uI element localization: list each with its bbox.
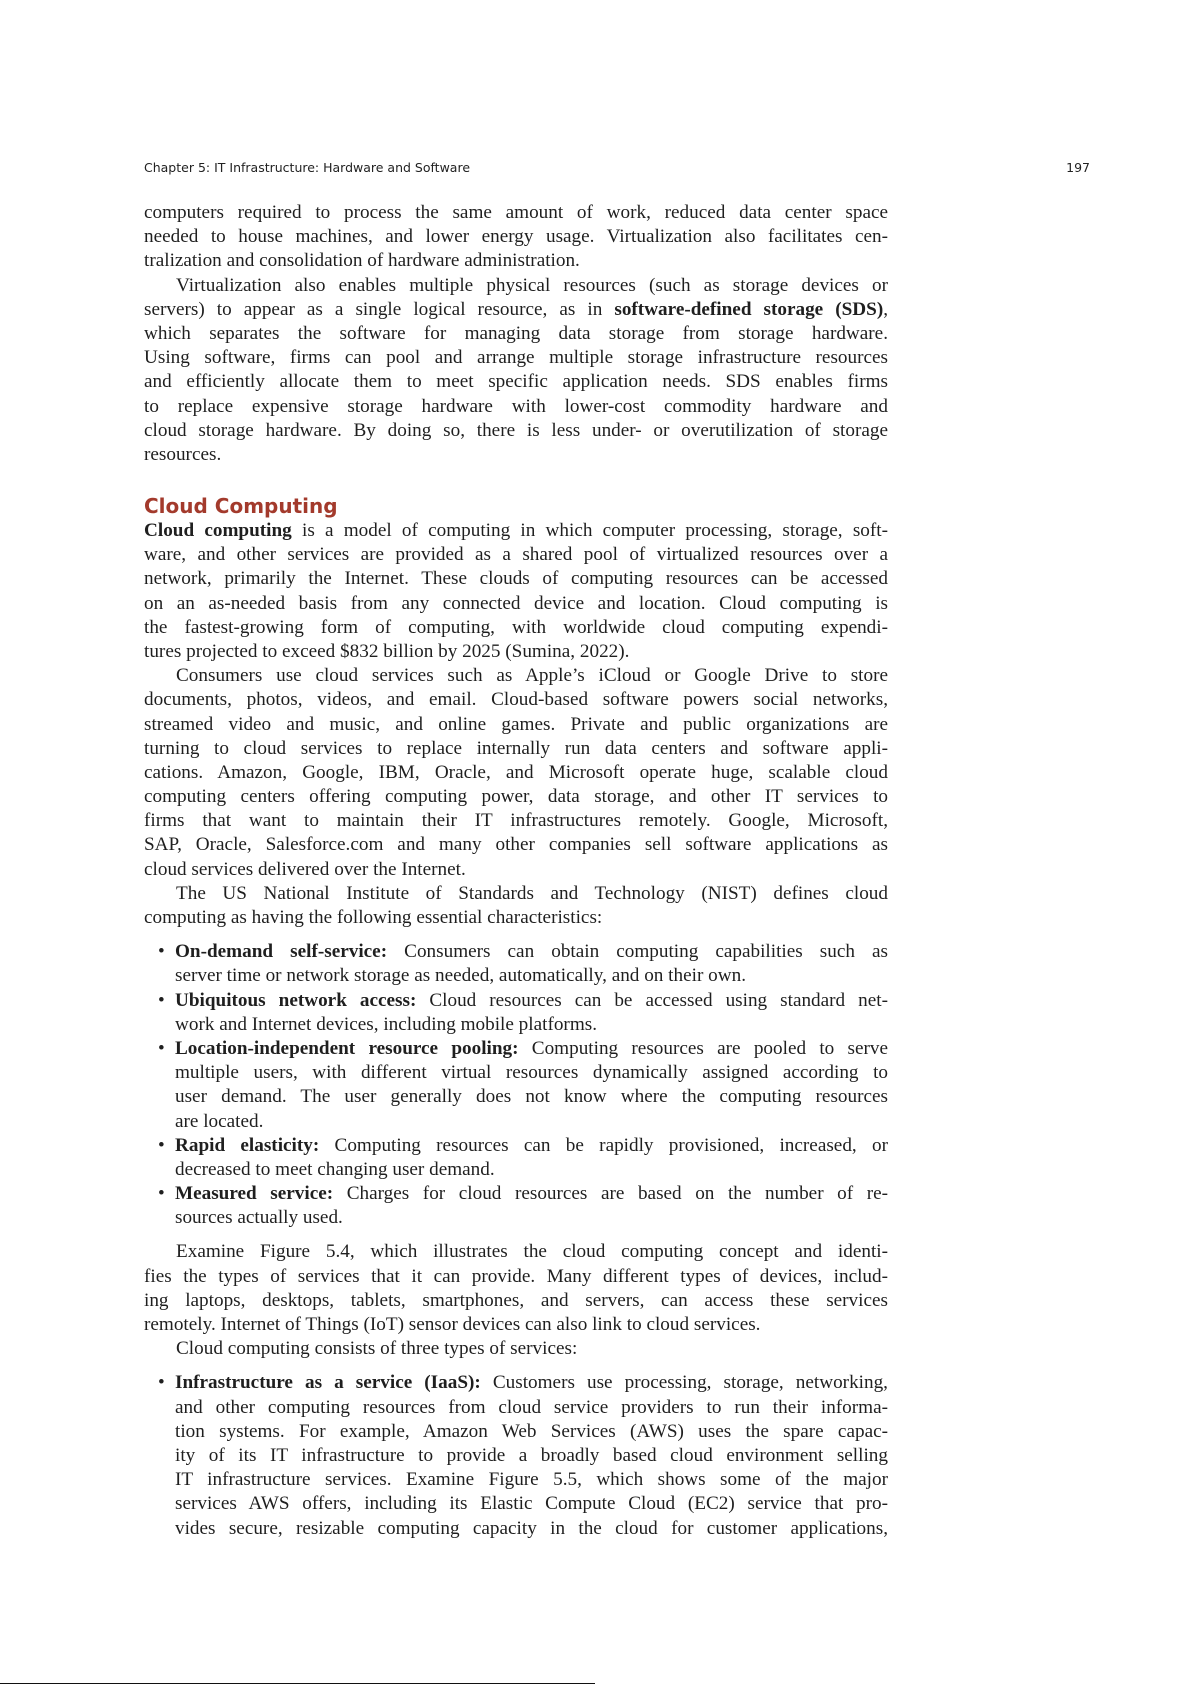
text-line: fies the types of services that it can provide. Many different types of devices, includ- (144, 1265, 888, 1287)
text-run: is a model of computing in which computer processing, storage, soft- (291, 520, 888, 541)
text-line: cloud storage hardware. By doing so, there is less under- or overutilization of storage (144, 419, 888, 441)
text-line: Examine Figure 5.4, which illustrates the cloud computing concept and identi- (176, 1241, 888, 1263)
spacer (144, 930, 888, 940)
text-line: The US National Institute of Standards and Technology (NIST) defines cloud (176, 882, 888, 904)
text-line: tures projected to exceed $832 billion by 2025 (Sumina, 2022). (144, 640, 630, 662)
characteristics-list (144, 940, 888, 1230)
text-line: computers required to process the same amount of work, reduced data center space (144, 202, 888, 223)
list-item-iaas (144, 1371, 888, 1540)
key-term-sds: software-defined storage (SDS) (614, 298, 884, 320)
text-line: IT infrastructure services. Examine Figure 5.5, which shows some of the major (175, 1469, 888, 1491)
text-line (175, 940, 888, 964)
text-line: Cloud computing consists of three types of services: (176, 1338, 578, 1360)
text-run: Cloud resources can be accessed using standard net- (416, 989, 888, 1011)
paragraph-cloud-definition (144, 519, 888, 664)
text-line: sources actually used. (175, 1207, 343, 1229)
text-line: cloud services delivered over the Internet. (144, 858, 466, 880)
paragraph-sds (144, 274, 888, 468)
text-line (175, 1134, 888, 1158)
bullet-icon: • (158, 1134, 165, 1156)
text-line: computing as having the following essential characteristics: (144, 907, 603, 928)
text-line: documents, photos, videos, and email. Cloud-based software powers social networks, (144, 689, 888, 711)
text-line: multiple users, with different virtual resources dynamically assigned according to (175, 1062, 888, 1084)
text-line: resources. (144, 443, 222, 465)
bullet-icon: • (158, 941, 165, 963)
service-types-list (144, 1371, 888, 1540)
text-line: on an as-needed basis from any connected device and location. Cloud computing is (144, 592, 888, 614)
text-line: server time or network storage as needed, automatically, and on their own. (175, 965, 746, 987)
list-item-on-demand (144, 940, 888, 988)
text-line: streamed video and music, and online games. Private and public organizations are (144, 713, 888, 735)
text-line: remotely. Internet of Things (IoT) sensor devices can also link to cloud services. (144, 1314, 761, 1335)
section-heading: Cloud Computing (144, 494, 338, 518)
text-run: Charges for cloud resources are based on the number of re- (333, 1183, 889, 1205)
text-line: network, primarily the Internet. These clouds of computing resources can be accessed (144, 568, 888, 590)
text-run: servers) to appear as a single logical resource, as in (144, 298, 615, 320)
list-item-rapid-elasticity (144, 1134, 888, 1182)
paragraph-virtualization-benefits (144, 201, 888, 274)
key-term-cloud-computing: Cloud computing (144, 520, 292, 541)
paragraph-nist (144, 882, 888, 930)
text-line: and other computing resources from cloud service providers to run their informa- (175, 1396, 888, 1418)
text-line: work and Internet devices, including mobile platforms. (175, 1013, 598, 1035)
running-head (144, 160, 1090, 175)
bullet-icon: • (158, 1372, 165, 1394)
text-line (144, 298, 888, 322)
list-term: Location-independent resource pooling: (175, 1037, 519, 1059)
text-line: ing laptops, desktops, tablets, smartphones, and servers, can access these services (144, 1289, 888, 1311)
text-line (175, 1182, 888, 1206)
spacer (144, 1361, 888, 1371)
text-line: cations. Amazon, Google, IBM, Oracle, and Microsoft operate huge, scalable cloud (144, 761, 888, 783)
bullet-icon: • (158, 989, 165, 1011)
text-line: decreased to meet changing user demand. (175, 1158, 495, 1180)
paragraph-figure-5-4 (144, 1240, 888, 1337)
text-line: computing centers offering computing power, data storage, and other IT services to (144, 786, 888, 808)
text-line: tralization and consolidation of hardware administration. (144, 250, 580, 272)
text-line: are located. (175, 1110, 264, 1132)
text-line (144, 519, 888, 543)
list-item-measured-service (144, 1182, 888, 1230)
text-run: Customers use processing, storage, networking, (480, 1372, 888, 1394)
text-line: turning to cloud services to replace internally run data centers and software appli- (144, 737, 888, 759)
spacer (144, 1230, 888, 1240)
bullet-icon: • (158, 1183, 165, 1205)
list-item-resource-pooling (144, 1037, 888, 1134)
text-line: Virtualization also enables multiple physical resources (such as storage devices or (176, 274, 888, 296)
text-line: ity of its IT infrastructure to provide a broadly based cloud environment selling (175, 1444, 888, 1466)
paragraph-consumers (144, 664, 888, 882)
text-run: Computing resources can be rapidly provisioned, increased, or (319, 1134, 888, 1156)
text-line: user demand. The user generally does not know where the computing resources (175, 1086, 888, 1108)
chapter-title: Chapter 5: IT Infrastructure: Hardware and Software (144, 160, 471, 175)
cloud-computing-section (144, 493, 888, 1541)
list-term: Rapid elasticity: (175, 1134, 320, 1156)
text-line: SAP, Oracle, Salesforce.com and many other companies sell software applications as (144, 834, 888, 856)
list-term: Measured service: (175, 1183, 334, 1205)
page-number: 197 (1066, 160, 1090, 175)
text-line: the fastest-growing form of computing, with worldwide cloud computing expendi- (144, 616, 888, 638)
bullet-icon: • (158, 1037, 165, 1059)
text-line: Consumers use cloud services such as Apple’s iCloud or Google Drive to store (176, 665, 888, 687)
text-line: tion systems. For example, Amazon Web Services (AWS) uses the spare capac- (175, 1420, 888, 1442)
text-line (175, 1037, 888, 1061)
text-line: to replace expensive storage hardware with lower-cost commodity hardware and (144, 395, 888, 417)
text-line: needed to house machines, and lower energy usage. Virtualization also facilitates cen- (144, 226, 888, 248)
text-line: vides secure, resizable computing capacity in the cloud for customer applications, (175, 1517, 888, 1539)
text-line: ware, and other services are provided as a shared pool of virtualized resources over a (144, 544, 888, 566)
text-line: and efficiently allocate them to meet specific application needs. SDS enables firms (144, 371, 888, 393)
paragraph-service-types-intro (144, 1337, 888, 1361)
text-line: firms that want to maintain their IT infrastructures remotely. Google, Microsoft, (144, 810, 888, 832)
text-run: , (883, 298, 889, 320)
list-term: On-demand self-service: (175, 941, 388, 963)
text-line: which separates the software for managing data storage from storage hardware. (144, 322, 888, 344)
intro-section (144, 201, 888, 467)
footer-rule (0, 1683, 595, 1684)
list-term: Ubiquitous network access: (175, 989, 417, 1011)
list-term: Infrastructure as a service (IaaS): (175, 1372, 481, 1394)
text-line: services AWS offers, including its Elastic Compute Cloud (EC2) service that pro- (175, 1493, 888, 1515)
text-line: Using software, firms can pool and arrange multiple storage infrastructure resources (144, 347, 888, 369)
text-run: Computing resources are pooled to serve (518, 1037, 888, 1059)
list-item-ubiquitous (144, 989, 888, 1037)
text-run: Consumers can obtain computing capabilities such as (387, 941, 888, 963)
text-line (175, 1371, 888, 1395)
text-line (175, 989, 888, 1013)
